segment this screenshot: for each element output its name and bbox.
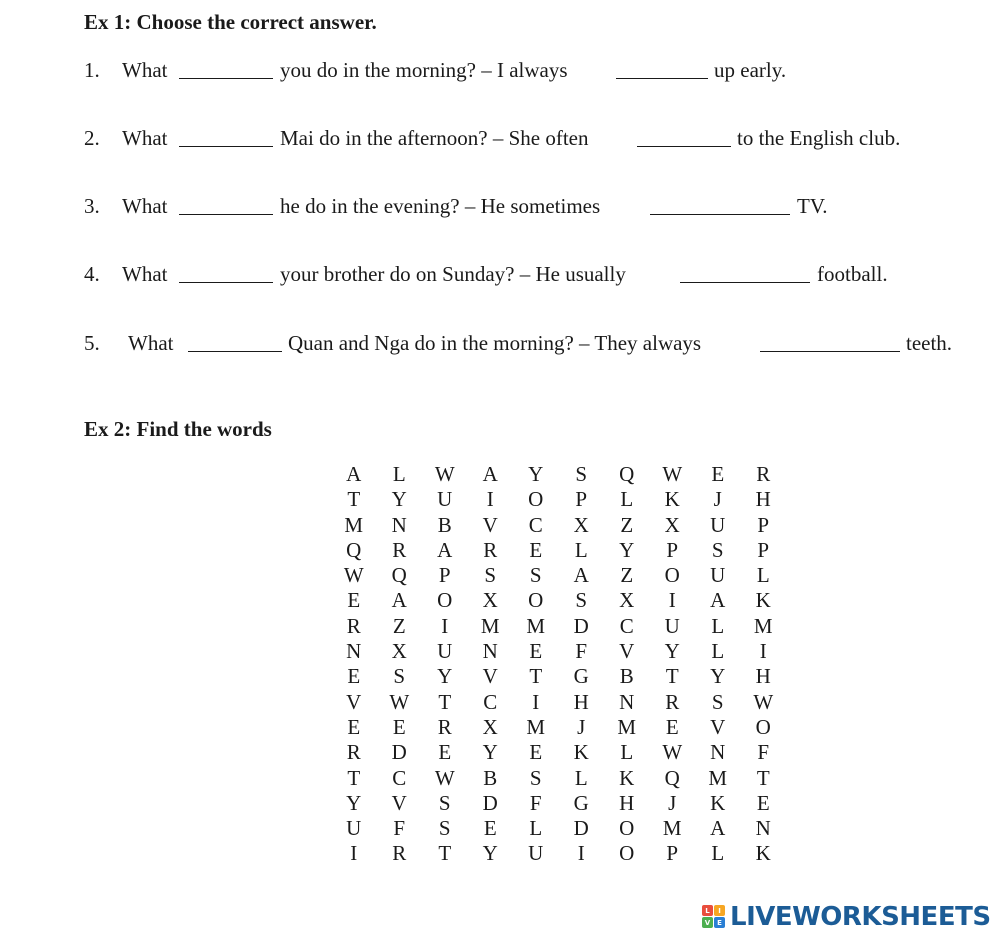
question-what: What — [122, 58, 168, 82]
grid-letter[interactable]: V — [346, 689, 362, 714]
grid-letter[interactable]: O — [528, 588, 544, 613]
grid-letter[interactable]: A — [346, 462, 362, 486]
grid-letter[interactable]: L — [756, 563, 770, 588]
grid-letter[interactable]: N — [619, 689, 635, 714]
grid-letter[interactable]: E — [347, 714, 361, 739]
grid-letter[interactable]: E — [438, 740, 452, 765]
grid-letter[interactable]: U — [437, 639, 453, 664]
grid-letter[interactable]: O — [528, 487, 544, 512]
grid-letter[interactable]: K — [755, 841, 771, 866]
grid-letter[interactable]: P — [757, 512, 770, 537]
question-number: 3. — [84, 194, 100, 218]
grid-letter[interactable]: Y — [346, 790, 362, 815]
grid-letter[interactable]: M — [526, 613, 546, 638]
grid-letter[interactable]: W — [434, 765, 455, 790]
grid-letter[interactable]: Y — [664, 639, 680, 664]
grid-letter[interactable]: W — [343, 563, 364, 588]
grid-letter[interactable]: R — [346, 740, 361, 765]
grid-letter[interactable]: C — [392, 765, 407, 790]
grid-letter[interactable]: H — [755, 487, 771, 512]
grid-letter[interactable]: J — [668, 790, 677, 815]
grid-letter[interactable]: W — [662, 462, 683, 486]
grid-letter[interactable]: S — [711, 537, 724, 562]
grid-letter[interactable]: M — [480, 613, 500, 638]
grid-letter[interactable]: M — [526, 714, 546, 739]
liveworksheets-watermark — [700, 900, 995, 934]
grid-letter[interactable]: L — [711, 841, 725, 866]
grid-letter[interactable]: L — [392, 462, 406, 486]
grid-letter[interactable]: S — [529, 563, 542, 588]
grid-letter[interactable]: E — [756, 790, 770, 815]
answer-blank[interactable] — [637, 126, 731, 147]
grid-letter[interactable]: N — [346, 639, 362, 664]
grid-letter[interactable]: R — [346, 613, 361, 638]
grid-letter[interactable]: O — [619, 841, 635, 866]
exercise-2-heading: Ex 2: Find the words — [84, 417, 272, 441]
grid-letter[interactable]: V — [710, 714, 726, 739]
grid-letter[interactable]: I — [532, 689, 540, 714]
grid-letter[interactable]: E — [529, 537, 543, 562]
grid-letter[interactable]: I — [759, 639, 767, 664]
question-tail: up early. — [714, 58, 787, 82]
grid-letter[interactable]: O — [755, 714, 771, 739]
grid-letter[interactable]: E — [392, 714, 406, 739]
grid-letter[interactable]: A — [391, 588, 407, 613]
grid-letter[interactable]: S — [529, 765, 542, 790]
grid-letter[interactable]: W — [389, 689, 410, 714]
grid-letter[interactable]: T — [347, 487, 361, 512]
answer-blank[interactable] — [680, 262, 810, 283]
grid-letter[interactable]: Q — [619, 462, 635, 486]
grid-letter[interactable]: D — [573, 816, 589, 841]
question-text: you do in the morning? – I always — [280, 58, 568, 82]
answer-blank[interactable] — [616, 58, 708, 79]
logo-letter: I — [714, 905, 725, 916]
logo-letter: V — [702, 917, 713, 928]
word-search-grid[interactable] — [331, 462, 786, 867]
grid-letter[interactable]: T — [529, 664, 543, 689]
grid-letter[interactable]: A — [437, 537, 453, 562]
grid-letter[interactable]: U — [437, 487, 453, 512]
grid-letter[interactable]: S — [484, 563, 497, 588]
answer-blank[interactable] — [760, 331, 900, 352]
grid-letter[interactable]: I — [441, 613, 449, 638]
grid-letter[interactable]: R — [665, 689, 680, 714]
grid-letter[interactable]: I — [486, 487, 494, 512]
grid-letter[interactable]: U — [346, 816, 362, 841]
question-what: What — [122, 262, 168, 286]
grid-letter[interactable]: C — [619, 613, 634, 638]
grid-letter[interactable]: I — [577, 841, 585, 866]
question-tail: to the English club. — [737, 126, 901, 150]
grid-letter[interactable]: S — [711, 689, 724, 714]
grid-letter[interactable]: W — [753, 689, 774, 714]
grid-letter[interactable]: L — [574, 765, 588, 790]
grid-letter[interactable]: E — [529, 740, 543, 765]
grid-letter[interactable]: S — [575, 588, 588, 613]
grid-letter[interactable]: X — [573, 512, 589, 537]
grid-letter[interactable]: E — [665, 714, 679, 739]
grid-letter[interactable]: P — [757, 537, 770, 562]
grid-letter[interactable]: E — [711, 462, 725, 486]
grid-letter[interactable]: V — [619, 639, 635, 664]
grid-letter[interactable]: E — [347, 588, 361, 613]
grid-letter[interactable]: J — [577, 714, 586, 739]
grid-letter[interactable]: P — [438, 563, 451, 588]
grid-letter[interactable]: E — [529, 639, 543, 664]
question-tail: TV. — [797, 194, 828, 218]
grid-letter[interactable]: D — [391, 740, 407, 765]
grid-letter[interactable]: Y — [528, 462, 544, 486]
grid-letter[interactable]: D — [482, 790, 498, 815]
question-number: 2. — [84, 126, 100, 150]
grid-letter[interactable]: R — [437, 714, 452, 739]
grid-letter[interactable]: Q — [391, 563, 407, 588]
grid-letter[interactable]: S — [438, 790, 451, 815]
grid-letter[interactable]: H — [755, 664, 771, 689]
grid-letter[interactable]: N — [482, 639, 498, 664]
grid-letter[interactable]: S — [575, 462, 588, 486]
question-number: 4. — [84, 262, 100, 286]
grid-letter[interactable]: B — [437, 512, 452, 537]
grid-letter[interactable]: C — [528, 512, 543, 537]
grid-letter[interactable]: D — [573, 613, 589, 638]
logo-letter: E — [714, 917, 725, 928]
grid-letter[interactable]: Q — [664, 765, 680, 790]
grid-letter[interactable]: F — [757, 740, 770, 765]
grid-letter[interactable]: P — [666, 841, 679, 866]
liveworksheets-logo-icon — [702, 905, 726, 929]
grid-letter[interactable]: K — [664, 487, 680, 512]
grid-letter[interactable]: X — [619, 588, 635, 613]
grid-letter[interactable]: A — [573, 563, 589, 588]
grid-letter[interactable]: Z — [620, 563, 634, 588]
grid-letter[interactable]: T — [438, 689, 452, 714]
grid-letter[interactable]: I — [668, 588, 676, 613]
grid-letter[interactable]: T — [347, 765, 361, 790]
grid-letter[interactable]: F — [529, 790, 542, 815]
grid-letter[interactable]: H — [619, 790, 635, 815]
grid-letter[interactable]: Y — [710, 664, 726, 689]
grid-letter[interactable]: P — [666, 537, 679, 562]
exercise-1-heading: Ex 1: Choose the correct answer. — [84, 10, 377, 34]
grid-letter[interactable]: U — [664, 613, 680, 638]
grid-letter[interactable]: Y — [482, 740, 498, 765]
grid-letter[interactable]: R — [392, 537, 407, 562]
grid-letter[interactable]: G — [573, 790, 589, 815]
grid-letter[interactable]: O — [619, 816, 635, 841]
grid-letter[interactable]: M — [344, 512, 364, 537]
grid-letter[interactable]: X — [482, 714, 498, 739]
question-text: your brother do on Sunday? – He usually — [280, 262, 626, 286]
grid-letter[interactable]: T — [438, 841, 452, 866]
question-what: What — [122, 194, 168, 218]
answer-blank[interactable] — [188, 331, 282, 352]
grid-letter[interactable]: Y — [437, 664, 453, 689]
grid-letter[interactable]: M — [662, 816, 682, 841]
grid-letter[interactable]: V — [391, 790, 407, 815]
grid-letter[interactable]: R — [483, 537, 498, 562]
question-what: What — [128, 331, 174, 355]
grid-letter[interactable]: R — [392, 841, 407, 866]
grid-letter[interactable]: O — [664, 563, 680, 588]
grid-letter[interactable]: W — [434, 462, 455, 486]
grid-letter[interactable]: X — [664, 512, 680, 537]
grid-letter[interactable]: T — [756, 765, 770, 790]
grid-letter[interactable]: A — [482, 462, 498, 486]
watermark-text: LIVEWORKSHEETS — [730, 902, 991, 932]
grid-letter[interactable]: T — [665, 664, 679, 689]
grid-letter[interactable]: U — [528, 841, 544, 866]
grid-letter[interactable]: K — [573, 740, 589, 765]
question-tail: football. — [817, 262, 888, 286]
grid-letter[interactable]: H — [573, 689, 589, 714]
grid-letter[interactable]: B — [619, 664, 634, 689]
grid-letter[interactable]: S — [438, 816, 451, 841]
grid-letter[interactable]: B — [483, 765, 498, 790]
question-text: he do in the evening? – He sometimes — [280, 194, 601, 218]
grid-letter[interactable]: N — [710, 740, 726, 765]
grid-letter[interactable]: L — [529, 816, 543, 841]
question-what: What — [122, 126, 168, 150]
grid-letter[interactable]: I — [350, 841, 358, 866]
grid-letter[interactable]: M — [753, 613, 773, 638]
grid-letter[interactable]: N — [391, 512, 407, 537]
grid-letter[interactable]: Z — [620, 512, 634, 537]
grid-letter[interactable]: L — [620, 740, 634, 765]
grid-letter[interactable]: F — [575, 639, 588, 664]
answer-blank[interactable] — [179, 194, 273, 215]
grid-letter[interactable]: Y — [619, 537, 635, 562]
grid-letter[interactable]: E — [483, 816, 497, 841]
grid-letter[interactable]: Z — [392, 613, 406, 638]
grid-letter[interactable]: F — [393, 816, 406, 841]
grid-letter[interactable]: L — [711, 613, 725, 638]
grid-letter[interactable]: Q — [346, 537, 362, 562]
question-number: 1. — [84, 58, 100, 82]
grid-letter[interactable]: V — [482, 664, 498, 689]
grid-letter[interactable]: Y — [482, 841, 498, 866]
grid-letter[interactable]: V — [482, 512, 498, 537]
grid-letter[interactable]: O — [437, 588, 453, 613]
answer-blank[interactable] — [179, 126, 273, 147]
grid-letter[interactable]: N — [755, 816, 771, 841]
answer-blank[interactable] — [179, 58, 273, 79]
grid-letter[interactable]: X — [482, 588, 498, 613]
grid-letter[interactable]: K — [755, 588, 771, 613]
grid-letter[interactable]: L — [711, 639, 725, 664]
grid-letter[interactable]: A — [710, 816, 726, 841]
question-text: Mai do in the afternoon? – She often — [280, 126, 589, 150]
grid-letter[interactable]: W — [662, 740, 683, 765]
grid-letter[interactable]: G — [573, 664, 589, 689]
grid-letter[interactable]: M — [617, 714, 637, 739]
grid-letter[interactable]: M — [708, 765, 728, 790]
grid-letter[interactable]: K — [619, 765, 635, 790]
grid-letter[interactable]: Y — [391, 487, 407, 512]
grid-letter[interactable]: L — [620, 487, 634, 512]
grid-letter[interactable]: J — [713, 487, 722, 512]
answer-blank[interactable] — [179, 262, 273, 283]
grid-letter[interactable]: C — [483, 689, 498, 714]
grid-letter[interactable]: S — [393, 664, 406, 689]
question-text: Quan and Nga do in the morning? – They always — [288, 331, 702, 355]
question-number: 5. — [84, 331, 100, 355]
grid-letter[interactable]: K — [710, 790, 726, 815]
grid-letter[interactable]: L — [574, 537, 588, 562]
grid-letter[interactable]: P — [575, 487, 588, 512]
grid-letter[interactable]: U — [710, 512, 726, 537]
logo-letter: L — [702, 905, 713, 916]
grid-letter[interactable]: R — [756, 462, 771, 486]
grid-letter[interactable]: E — [347, 664, 361, 689]
question-tail: teeth. — [906, 331, 953, 355]
grid-letter[interactable]: U — [710, 563, 726, 588]
grid-letter[interactable]: X — [391, 639, 407, 664]
grid-letter[interactable]: A — [710, 588, 726, 613]
answer-blank[interactable] — [650, 194, 790, 215]
